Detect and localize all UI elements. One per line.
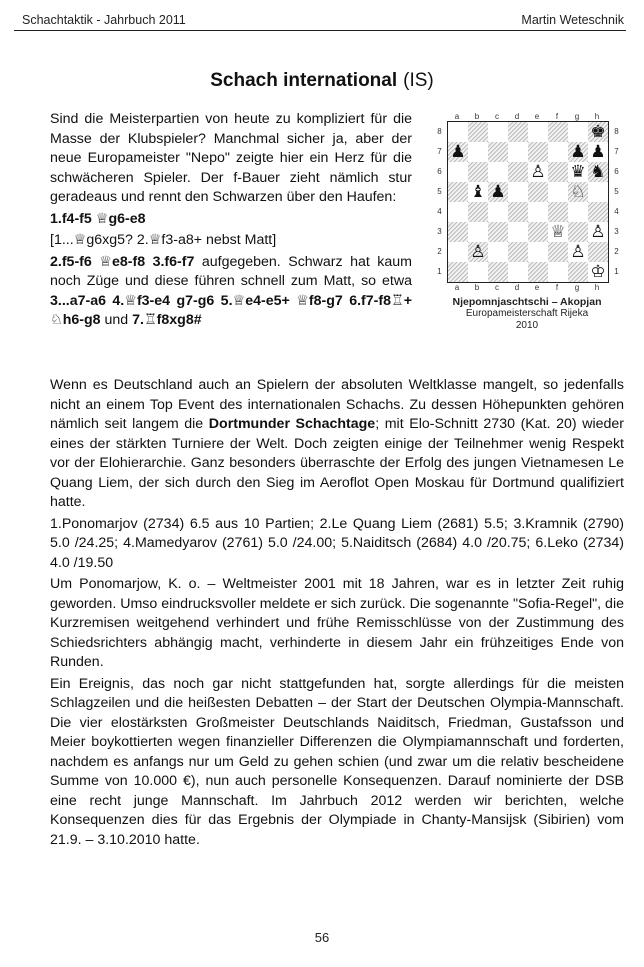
board-square — [448, 122, 468, 142]
board-square — [488, 162, 508, 182]
board-square — [568, 262, 588, 282]
section-title — [0, 70, 644, 92]
board-square — [568, 222, 588, 242]
file-label: b — [474, 283, 480, 292]
file-label: g — [574, 112, 580, 121]
file-label: c — [495, 112, 499, 121]
board-square — [468, 142, 488, 162]
file-label: g — [574, 283, 580, 292]
paragraph-dortmund-b: ; mit Elo-Schnitt 2730 (Kat. 20) wieder eines der stärkten Turniere der Welt. Doch zeigten einige der Teilnehmer wenig Respekt vor der Elohierarchie. Ganz besonders überraschte der Erfolg des jungen Vietnamesen Le Quang Liem, der sich durch den Sieg im Aeroflot Open Moskau für Dortmund qualifiziert hatte. — [50, 416, 625, 510]
diagram-year: 2010 — [515, 320, 539, 331]
file-labels-top — [447, 112, 607, 121]
rank-label: 7 — [614, 147, 619, 156]
board-square — [528, 262, 548, 282]
board-square: ♟ — [488, 182, 508, 202]
rank-labels-right — [609, 122, 624, 282]
board-square: ♘ — [568, 182, 588, 202]
board-square: ♟ — [588, 142, 608, 162]
board-square: ♙ — [468, 242, 488, 262]
article-body — [50, 376, 624, 852]
board-square: ♙ — [588, 222, 608, 242]
file-label: f — [555, 112, 559, 121]
board-square — [468, 222, 488, 242]
move-3-tail: und — [100, 312, 133, 328]
move-2-text: 2.f5-f6 ♕e8-f8 3.f6-f7 — [50, 253, 195, 270]
board-row — [432, 121, 622, 283]
standings-paragraph: 1.Ponomarjov (2734) 6.5 aus 10 Partien; 2.Le Quang Liem (2681) 5.5; 3.Kramnik (2790) 5.0 /24.25; 4.Mamedyarov (2761) 5.0 /24.00; 5.Naiditsch (2684) 4.0 /20.75; 6.Leko (2734) 4.0 /19.50 — [50, 515, 624, 571]
file-label: h — [594, 283, 600, 292]
board-square — [528, 202, 548, 222]
file-label: h — [594, 112, 600, 121]
board-square — [468, 262, 488, 282]
board-square — [568, 202, 588, 222]
board-square — [468, 162, 488, 182]
board-square — [548, 142, 568, 162]
board-square: ♙ — [528, 162, 548, 182]
rank-label: 3 — [614, 227, 619, 236]
board-square — [448, 222, 468, 242]
board-square — [488, 242, 508, 262]
board-square — [568, 122, 588, 142]
board-square — [488, 122, 508, 142]
board-square: ♞ — [588, 162, 608, 182]
board-square: ♕ — [548, 222, 568, 242]
board-square: ♔ — [588, 262, 608, 282]
rank-label: 4 — [437, 207, 442, 216]
diagram-event: Europameisterschaft Rijeka — [465, 308, 589, 319]
board-square — [588, 242, 608, 262]
board-square — [448, 182, 468, 202]
file-label: a — [454, 283, 460, 292]
chess-diagram — [432, 112, 622, 332]
move-variation: [1...♕g6xg5? 2.♕f3-a8+ nebst Matt] — [50, 232, 277, 248]
rank-label: 2 — [437, 247, 442, 256]
board-square — [508, 262, 528, 282]
move-line-2 — [50, 253, 412, 331]
board-square — [448, 242, 468, 262]
board-square — [528, 182, 548, 202]
intro-column — [50, 110, 412, 331]
move-4-text: 7.♖f8xg8# — [132, 312, 202, 328]
file-label: e — [534, 112, 540, 121]
file-label: e — [534, 283, 540, 292]
board-square — [548, 242, 568, 262]
section-code: (IS) — [403, 70, 434, 91]
rank-label: 4 — [614, 207, 619, 216]
move-line-1: 1.f4-f5 ♕g6-e8 — [50, 210, 146, 227]
board-square: ♟ — [448, 142, 468, 162]
rank-labels-left — [432, 122, 447, 282]
rank-label: 8 — [437, 127, 442, 136]
file-labels-bottom — [447, 283, 607, 292]
board-square — [548, 182, 568, 202]
file-label: d — [514, 283, 520, 292]
rank-label: 6 — [437, 167, 442, 176]
board-square: ♟ — [568, 142, 588, 162]
board-square — [508, 162, 528, 182]
file-label: c — [495, 283, 499, 292]
board-square — [488, 262, 508, 282]
move-2-tail: aufgegeben. Schwarz hat kaum noch Züge und diese führen schnell zum Matt, so etwa — [50, 253, 413, 289]
board-square — [508, 182, 528, 202]
board-square — [588, 202, 608, 222]
board-square — [508, 242, 528, 262]
board-square: ♚ — [588, 122, 608, 142]
paragraph-olympia: Ein Ereignis, das noch gar nicht stattgefunden hat, sorgte allerdings für die meisten Schlagzeilen und die heißesten Debatten – der Start der Deutschen Olympia-Mannschaft. Die vier elostärksten Großmeister Deutschlands Naiditsch, Friedman, Gustafsson und Meier boykottierten wegen finanzieller Differenzen die Olympiamannschaft und forderten, nachdem es anfangs nur um Geld zu gehen schien (und zwar um die relativ bescheidene Summe von 10.000 €), nun auch personelle Konsequenzen. Darauf nominierte der DSB eine recht junge Mannschaft. Im Jahrbuch 2012 werden wir berichten, welche Konsequenzen dies für das Ergebnis der Olympiade in Chanty-Mansijsk (Sibirien) vom 21.9. – 3.10.2010 hatte. — [50, 675, 624, 848]
file-label: d — [514, 112, 520, 121]
board-square — [448, 162, 468, 182]
board-square: ♙ — [568, 242, 588, 262]
file-label: b — [474, 112, 480, 121]
rank-label: 7 — [437, 147, 442, 156]
rank-label: 3 — [437, 227, 442, 236]
board-square — [528, 122, 548, 142]
board-square — [488, 222, 508, 242]
rank-label: 2 — [614, 247, 619, 256]
page-number: 56 — [314, 930, 330, 945]
board-square — [468, 202, 488, 222]
board-square — [448, 202, 468, 222]
rank-label: 8 — [614, 127, 619, 136]
rank-label: 1 — [614, 267, 619, 276]
paragraph-ponomarjow: Um Ponomarjow, K. o. – Weltmeister 2001 mit 18 Jahren, war es in letzter Zeit ruhig geworden. Umso eindrucksvoller meldete er sich zurück. Die sogenannte "Sofia-Regel", die Kurzremisen weitgehend verhindert und frühe Remisschlüsse von der Zustimmung des Schiedsrichters abhängig macht, verhinderte in diesem Jahr ein frühzeitiges Ende von Runden. — [50, 576, 624, 670]
board-square — [528, 222, 548, 242]
dortmund-highlight: Dortmunder Schachtage — [208, 416, 376, 432]
file-label: f — [555, 283, 559, 292]
diagram-caption — [432, 296, 622, 332]
board-square: ♛ — [568, 162, 588, 182]
board-square: ♝ — [468, 182, 488, 202]
file-label: a — [454, 112, 460, 121]
board-square — [548, 262, 568, 282]
chessboard — [447, 121, 609, 283]
board-square — [488, 202, 508, 222]
board-square — [508, 222, 528, 242]
board-square — [468, 122, 488, 142]
header-author: Martin Weteschnik — [521, 13, 624, 27]
paragraph-dortmund-a: Wenn es Deutschland auch an Spielern der absoluten Weltklasse mangelt, so jedenfalls nicht an einem Top Event des internationalen Schachs. Zu dessen Höhepunkten gehören nämlich seit langem die — [50, 377, 624, 432]
board-square — [528, 242, 548, 262]
board-square — [588, 182, 608, 202]
rank-label: 5 — [614, 187, 619, 196]
board-square — [508, 122, 528, 142]
board-square — [548, 202, 568, 222]
section-title-text: Schach international — [210, 70, 398, 91]
board-square — [488, 142, 508, 162]
rank-label: 6 — [614, 167, 619, 176]
diagram-players: Njepomnjaschtschi – Akopjan — [452, 296, 602, 308]
running-header — [14, 8, 626, 31]
board-square — [548, 122, 568, 142]
rank-label: 5 — [437, 187, 442, 196]
board-square — [528, 142, 548, 162]
board-square — [448, 262, 468, 282]
header-book-title: Schachtaktik - Jahrbuch 2011 — [22, 13, 186, 27]
rank-label: 1 — [437, 267, 442, 276]
board-square — [508, 202, 528, 222]
move-3-text: 3...a7-a6 4.♕f3-e4 g7-g6 5.♕e4-e5+ ♕f8-g7 6.f7-f8♖+ ♘h6-g8 — [50, 292, 412, 328]
board-square — [508, 142, 528, 162]
paragraph-dortmund — [50, 376, 624, 513]
board-square — [548, 162, 568, 182]
intro-paragraph: Sind die Meisterpartien von heute zu kompliziert für die Masse der Klubspieler? Manchmal sicher ja, aber der neue Europameister "Nepo" zeigte hier ein Herz für die schwächeren Spieler. Der f-Bauer zieht nämlich stur geradeaus und rennt den Schwarzen über den Haufen: — [50, 111, 412, 205]
